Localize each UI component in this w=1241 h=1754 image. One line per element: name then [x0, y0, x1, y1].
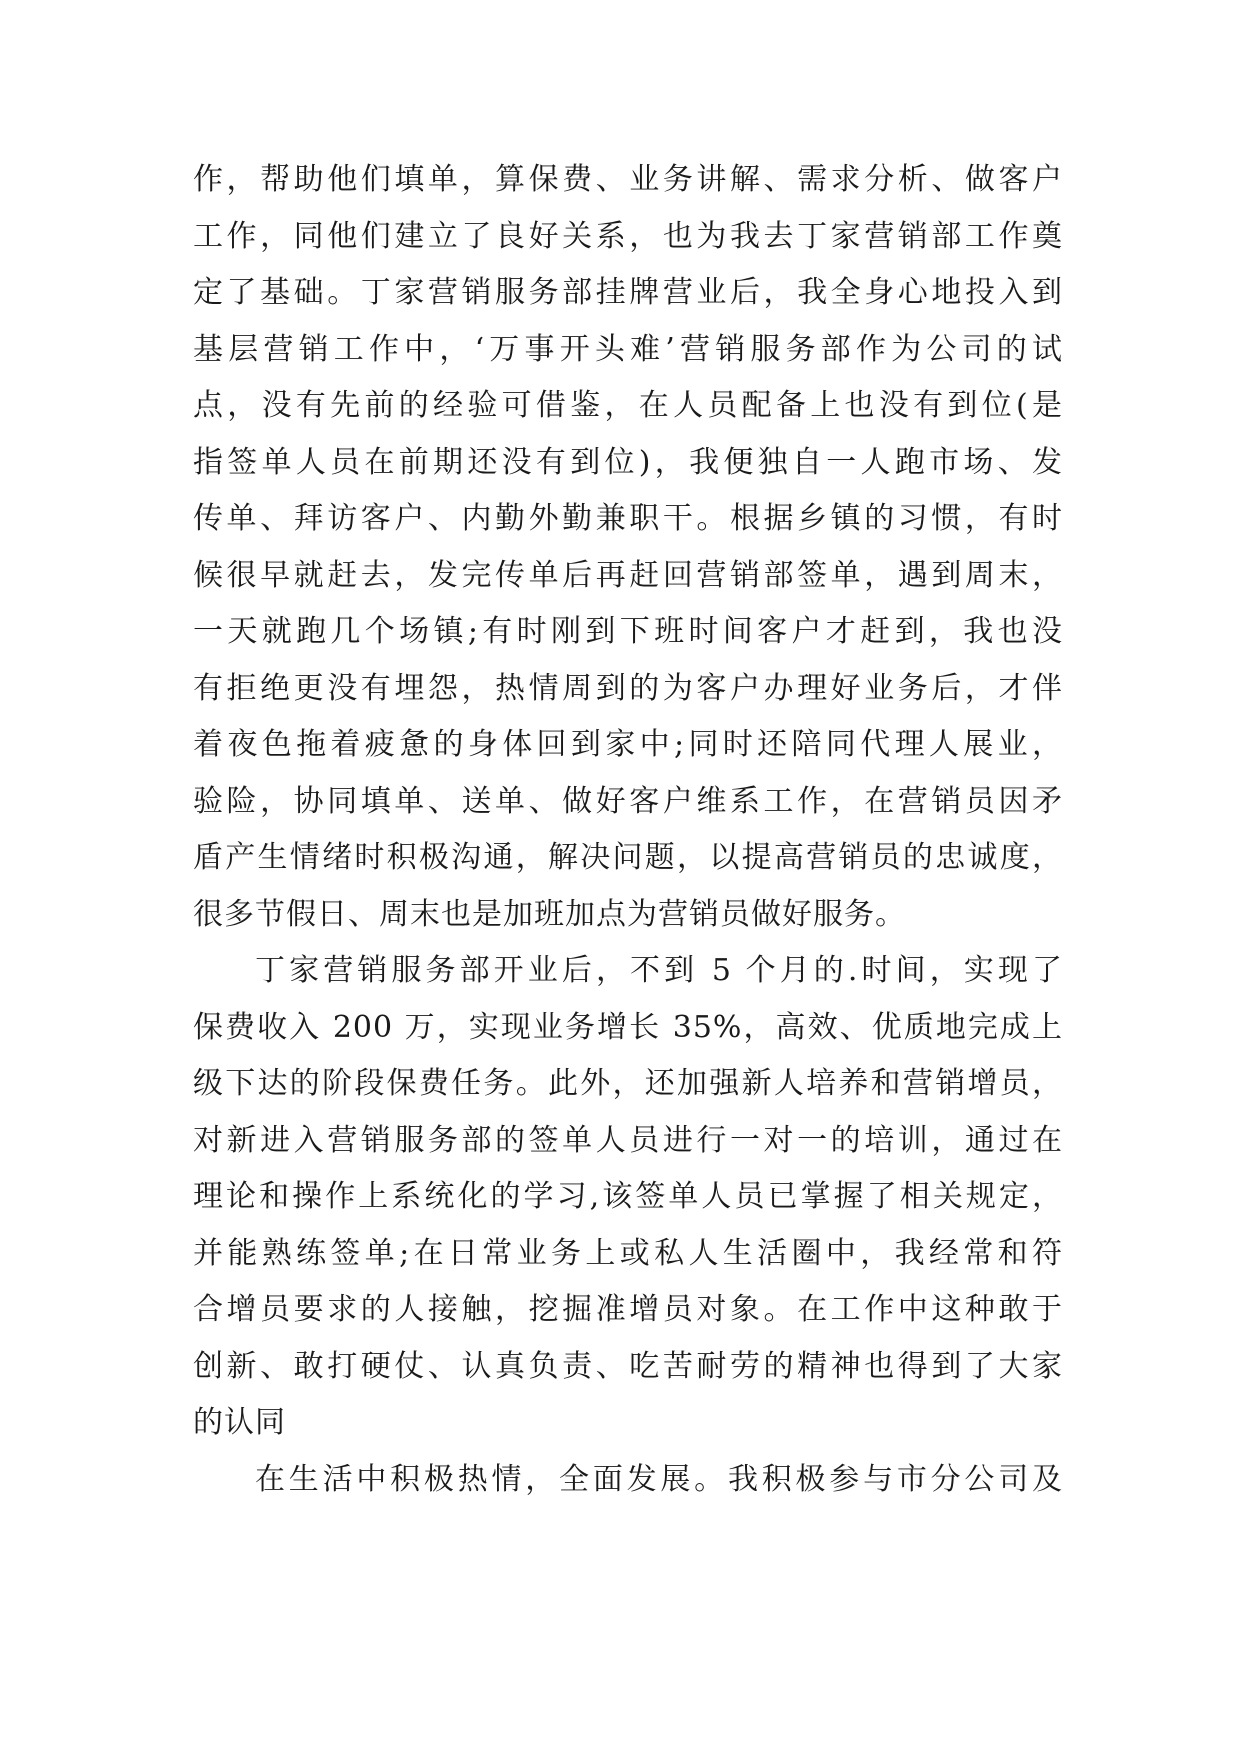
text-line: 作，帮助他们填单，算保费、业务讲解、需求分析、做客户 — [193, 162, 1063, 197]
body-text — [193, 152, 1063, 1508]
text-line: 合增员要求的人接触，挖掘准增员对象。在工作中这种敢于 — [193, 1292, 1063, 1327]
text-line: 验险，协同填单、送单、做好客户维系工作，在营销员因矛 — [193, 783, 1063, 819]
text-line: 并能熟练签单;在日常业务上或私人生活圈中，我经常和符 — [193, 1235, 1063, 1271]
text-line: 定了基础。丁家营销服务部挂牌营业后，我全身心地投入到 — [193, 275, 1063, 310]
text-line: 创新、敢打硬仗、认真负责、吃苦耐劳的精神也得到了大家 — [193, 1348, 1063, 1384]
paragraph-start-line: 丁家营销服务部开业后，不到 5 个月的.时间，实现了 — [255, 953, 1063, 988]
text-line: 有拒绝更没有埋怨，热情周到的为客户办理好业务后，才伴 — [193, 670, 1063, 706]
text-line: 的认同 — [193, 1405, 286, 1440]
text-line: 级下达的阶段保费任务。此外，还加强新人培养和营销增员， — [193, 1066, 1063, 1101]
text-line: 传单、拜访客户、内勤外勤兼职干。根据乡镇的习惯，有时 — [193, 501, 1063, 536]
text-line: 候很早就赶去，发完传单后再赶回营销部签单，遇到周末， — [193, 557, 1063, 593]
text-line: 工作，同他们建立了良好关系，也为我去丁家营销部工作奠 — [193, 218, 1063, 254]
text-line: 盾产生情绪时积极沟通，解决问题，以提高营销员的忠诚度， — [193, 840, 1063, 875]
text-line: 基层营销工作中，‘万事开头难’营销服务部作为公司的试 — [193, 331, 1063, 367]
text-line: 保费收入 200 万，实现业务增长 35%，高效、优质地完成上 — [193, 1009, 1063, 1045]
text-line: 着夜色拖着疲惫的身体回到家中;同时还陪同代理人展业， — [193, 727, 1063, 762]
text-line: 一天就跑几个场镇;有时刚到下班时间客户才赶到，我也没 — [193, 614, 1063, 649]
paragraph-start-line: 在生活中积极热情，全面发展。我积极参与市分公司及 — [255, 1461, 1063, 1497]
text-line: 对新进入营销服务部的签单人员进行一对一的培训，通过在 — [193, 1122, 1063, 1158]
text-line: 理论和操作上系统化的学习,该签单人员已掌握了相关规定， — [193, 1179, 1063, 1214]
text-line: 点，没有先前的经验可借鉴，在人员配备上也没有到位(是 — [193, 388, 1063, 423]
text-line: 指签单人员在前期还没有到位)，我便独自一人跑市场、发 — [193, 444, 1063, 480]
text-line: 很多节假日、周末也是加班加点为营销员做好服务。 — [193, 896, 906, 932]
